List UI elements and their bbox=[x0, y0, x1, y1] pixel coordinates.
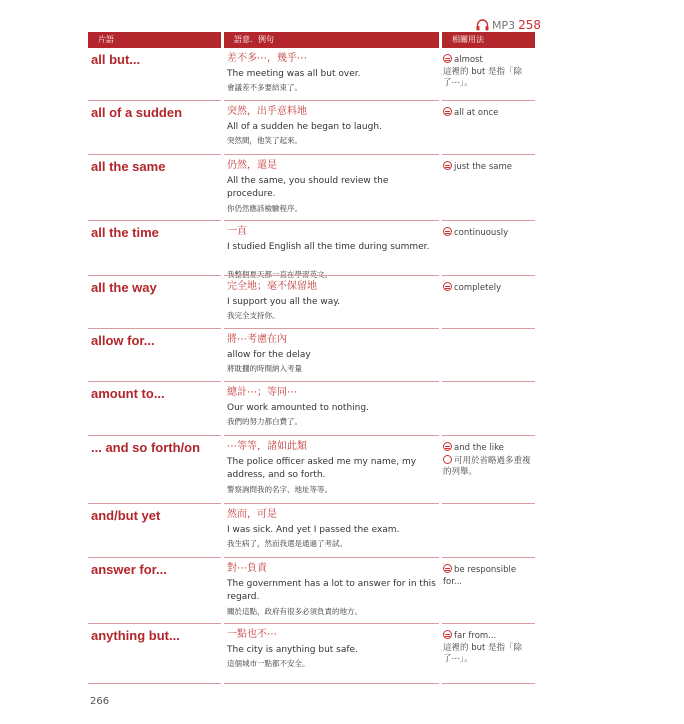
entry-related-usage bbox=[443, 282, 535, 295]
synonym-icon bbox=[443, 282, 452, 291]
synonym-icon bbox=[443, 442, 452, 451]
entry-example-english: allow for the delay bbox=[227, 350, 311, 360]
row-divider bbox=[224, 683, 439, 684]
synonym-icon bbox=[443, 630, 452, 639]
entry-phrase: all the same bbox=[91, 159, 166, 174]
column-header-meaning: 語意．例句 bbox=[224, 32, 439, 48]
entry-meaning: ⋯等等，諸如此類 bbox=[227, 441, 307, 452]
row-divider bbox=[224, 435, 439, 436]
entry-meaning: 一直 bbox=[227, 226, 247, 237]
entry-example-chinese: 你仍然應該檢驗程序。 bbox=[227, 204, 302, 213]
audio-label: MP3 bbox=[492, 18, 516, 32]
entry-phrase: answer for... bbox=[91, 562, 167, 577]
page-number: 266 bbox=[90, 696, 110, 707]
usage-note: 這裡的 but 是指「除了⋯」。 bbox=[443, 642, 523, 664]
row-divider bbox=[224, 100, 439, 101]
related-phrase: completely bbox=[454, 283, 502, 293]
row-divider bbox=[442, 683, 535, 684]
entry-example-english: The meeting was all but over. bbox=[227, 69, 361, 79]
audio-track-label bbox=[476, 18, 541, 32]
entry-meaning: 總計⋯；等同⋯ bbox=[227, 387, 297, 398]
entry-example-chinese: 關於這點，政府有很多必須負責的地方。 bbox=[227, 607, 362, 616]
entry-example-english: The city is anything but safe. bbox=[227, 645, 358, 655]
entry-related-usage bbox=[443, 442, 535, 479]
row-divider bbox=[224, 275, 439, 276]
usage-note: 這裡的 but 是指「除了⋯」。 bbox=[443, 66, 523, 88]
synonym-icon bbox=[443, 564, 452, 573]
entry-phrase: allow for... bbox=[91, 333, 155, 348]
row-divider bbox=[88, 100, 221, 101]
row-divider bbox=[224, 623, 439, 624]
entry-example-english: The government has a lot to answer for in this regard. bbox=[227, 579, 436, 602]
entry-example-english: I was sick. And yet I passed the exam. bbox=[227, 525, 400, 535]
row-divider bbox=[442, 623, 535, 624]
row-divider bbox=[224, 557, 439, 558]
entry-example-chinese: 警察詢問我的名字、地址等等。 bbox=[227, 485, 332, 494]
entry-example-chinese: 將耽擱的時間納入考量 bbox=[227, 364, 302, 373]
entry-meaning: 然而，可是 bbox=[227, 509, 277, 520]
column-header-phrase: 片語 bbox=[88, 32, 221, 48]
entry-example-chinese: 會議差不多要結束了。 bbox=[227, 83, 302, 92]
row-divider bbox=[88, 683, 221, 684]
row-divider bbox=[442, 503, 535, 504]
row-divider bbox=[442, 557, 535, 558]
row-divider bbox=[442, 220, 535, 221]
synonym-icon bbox=[443, 54, 452, 63]
entry-example-english: The police officer asked me my name, my address, and so forth. bbox=[227, 457, 417, 480]
entry-example-english: I studied English all the time during summer. bbox=[227, 242, 430, 252]
entry-example-chinese: 突然間，他笑了起來。 bbox=[227, 136, 302, 145]
entry-phrase: all the time bbox=[91, 225, 159, 240]
row-divider bbox=[88, 381, 221, 382]
row-divider bbox=[442, 275, 535, 276]
entry-phrase: all the way bbox=[91, 280, 157, 295]
synonym-icon bbox=[443, 107, 452, 116]
entry-example-chinese: 這個城市一點都不安全。 bbox=[227, 659, 310, 668]
related-phrase: continuously bbox=[454, 228, 509, 238]
row-divider bbox=[442, 100, 535, 101]
synonym-icon bbox=[443, 227, 452, 236]
related-phrase: far from... bbox=[454, 631, 497, 641]
entry-phrase: amount to... bbox=[91, 386, 165, 401]
row-divider bbox=[224, 503, 439, 504]
row-divider bbox=[88, 623, 221, 624]
entry-phrase: all but... bbox=[91, 52, 141, 67]
row-divider bbox=[88, 220, 221, 221]
entry-meaning: 對⋯負責 bbox=[227, 563, 267, 574]
row-divider bbox=[224, 328, 439, 329]
entry-related-usage bbox=[443, 630, 535, 666]
entry-meaning: 完全地；毫不保留地 bbox=[227, 281, 317, 292]
row-divider bbox=[224, 220, 439, 221]
entry-example-chinese: 我生病了，然而我還是通過了考試。 bbox=[227, 539, 347, 548]
entry-example-english: All of a sudden he began to laugh. bbox=[227, 122, 382, 132]
entry-related-usage bbox=[443, 107, 535, 120]
entry-example-english: I support you all the way. bbox=[227, 297, 341, 307]
row-divider bbox=[88, 557, 221, 558]
related-phrase: be responsible for... bbox=[443, 565, 517, 587]
entry-related-usage bbox=[443, 161, 535, 174]
column-header-related: 相關用法 bbox=[442, 32, 535, 48]
entry-example-chinese: 我完全支持你。 bbox=[227, 311, 280, 320]
row-divider bbox=[442, 435, 535, 436]
row-divider bbox=[442, 381, 535, 382]
row-divider bbox=[442, 328, 535, 329]
entry-meaning: 差不多⋯，幾乎⋯ bbox=[227, 53, 307, 64]
entry-example-chinese: 我們的努力都白費了。 bbox=[227, 417, 302, 426]
related-phrase: just the same bbox=[454, 162, 513, 172]
row-divider bbox=[442, 154, 535, 155]
entry-phrase: all of a sudden bbox=[91, 105, 183, 120]
entry-related-usage bbox=[443, 54, 535, 90]
row-divider bbox=[224, 381, 439, 382]
synonym-icon bbox=[443, 161, 452, 170]
related-phrase: and the like bbox=[454, 443, 504, 453]
related-phrase: almost bbox=[454, 55, 483, 65]
row-divider bbox=[88, 154, 221, 155]
entry-related-usage bbox=[443, 564, 535, 588]
row-divider bbox=[224, 154, 439, 155]
entry-meaning: 突然，出乎意料地 bbox=[227, 106, 307, 117]
audio-track-number: 258 bbox=[518, 18, 542, 32]
entry-example-english: Our work amounted to nothing. bbox=[227, 403, 369, 413]
headphones-icon bbox=[476, 19, 489, 31]
row-divider bbox=[88, 328, 221, 329]
entry-related-usage bbox=[443, 227, 535, 240]
note-icon bbox=[443, 455, 452, 464]
entry-example-english: All the same, you should review the procedure. bbox=[227, 176, 389, 199]
row-divider bbox=[88, 503, 221, 504]
usage-note: 可用於省略過多重複的列舉。 bbox=[443, 455, 531, 477]
entry-phrase: anything but... bbox=[91, 628, 180, 643]
entry-meaning: 將⋯考慮在內 bbox=[227, 334, 287, 345]
related-phrase: all at once bbox=[454, 108, 499, 118]
row-divider bbox=[88, 275, 221, 276]
entry-phrase: ... and so forth/on bbox=[91, 440, 201, 455]
row-divider bbox=[88, 435, 221, 436]
entry-phrase: and/but yet bbox=[91, 508, 161, 523]
entry-meaning: 仍然，還是 bbox=[227, 160, 277, 171]
entry-meaning: 一點也不⋯ bbox=[227, 629, 277, 640]
